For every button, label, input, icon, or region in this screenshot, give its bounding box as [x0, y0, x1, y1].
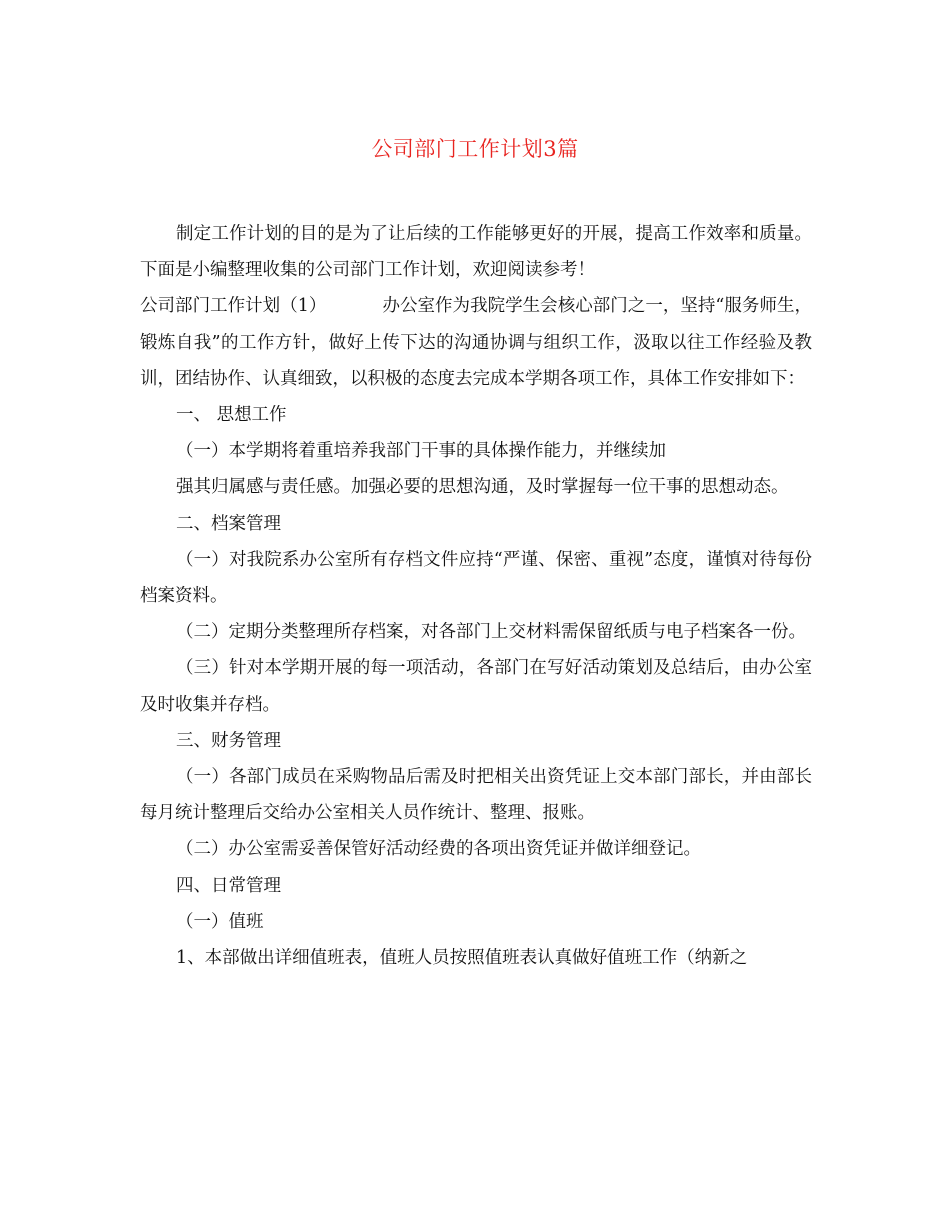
plan-paragraph	[140, 288, 812, 397]
thought-item-1-line-2: 强其归属感与责任感。加强必要的思想沟通，及时掌握每一位干事的思想动态。	[176, 477, 789, 498]
plan-label: 公司部门工作计划（1）	[140, 296, 327, 317]
archive-item-1: （一）对我院系办公室所有存档文件应持“严谨、保密、重视”态度，谨慎对待每份档案资料。	[140, 549, 812, 607]
document-body	[140, 216, 812, 976]
thought-item-1-line-1: （一）本学期将着重培养我部门干事的具体操作能力，并继续加	[176, 441, 666, 462]
duty-point-1: 1、本部做出详细值班表，值班人员按照值班表认真做好值班工作（纳新之	[176, 948, 748, 969]
finance-item-1: （一）各部门成员在采购物品后需及时把相关出资凭证上交本部门部长，并由部长每月统计整理后交给办公室相关人员作统计、整理、报账。	[140, 767, 812, 824]
section-heading-daily: 四、日常管理	[176, 875, 281, 896]
document-title: 公司部门工作计划3篇	[371, 137, 579, 161]
plan-intro: 办公室作为我院学生会核心部门之一，坚持“服务师生，锻炼自我”的工作方针，做好上传下达的沟通协调与组织工作，汲取以往工作经验及教训，团结协作、认真细致，以积极的态度去完成本学期各项工作，具体工作安排如下：	[140, 296, 812, 389]
section-heading-thought: 一、 思想工作	[176, 405, 287, 426]
daily-subheading-duty: （一）值班	[176, 911, 264, 932]
archive-item-3: （三）针对本学期开展的每一项活动，各部门在写好活动策划及总结后，由办公室及时收集并存档。	[140, 658, 812, 715]
section-heading-finance: 三、财务管理	[176, 730, 281, 751]
archive-item-2: （二）定期分类整理所存档案，对各部门上交材料需保留纸质与电子档案各一份。	[176, 622, 806, 643]
finance-item-2: （二）办公室需妥善保管好活动经费的各项出资凭证并做详细登记。	[176, 839, 701, 860]
section-heading-archive: 二、档案管理	[176, 513, 281, 534]
intro-paragraph: 制定工作计划的目的是为了让后续的工作能够更好的开展，提高工作效率和质量。下面是小编整理收集的公司部门工作计划，欢迎阅读参考！	[140, 224, 812, 281]
